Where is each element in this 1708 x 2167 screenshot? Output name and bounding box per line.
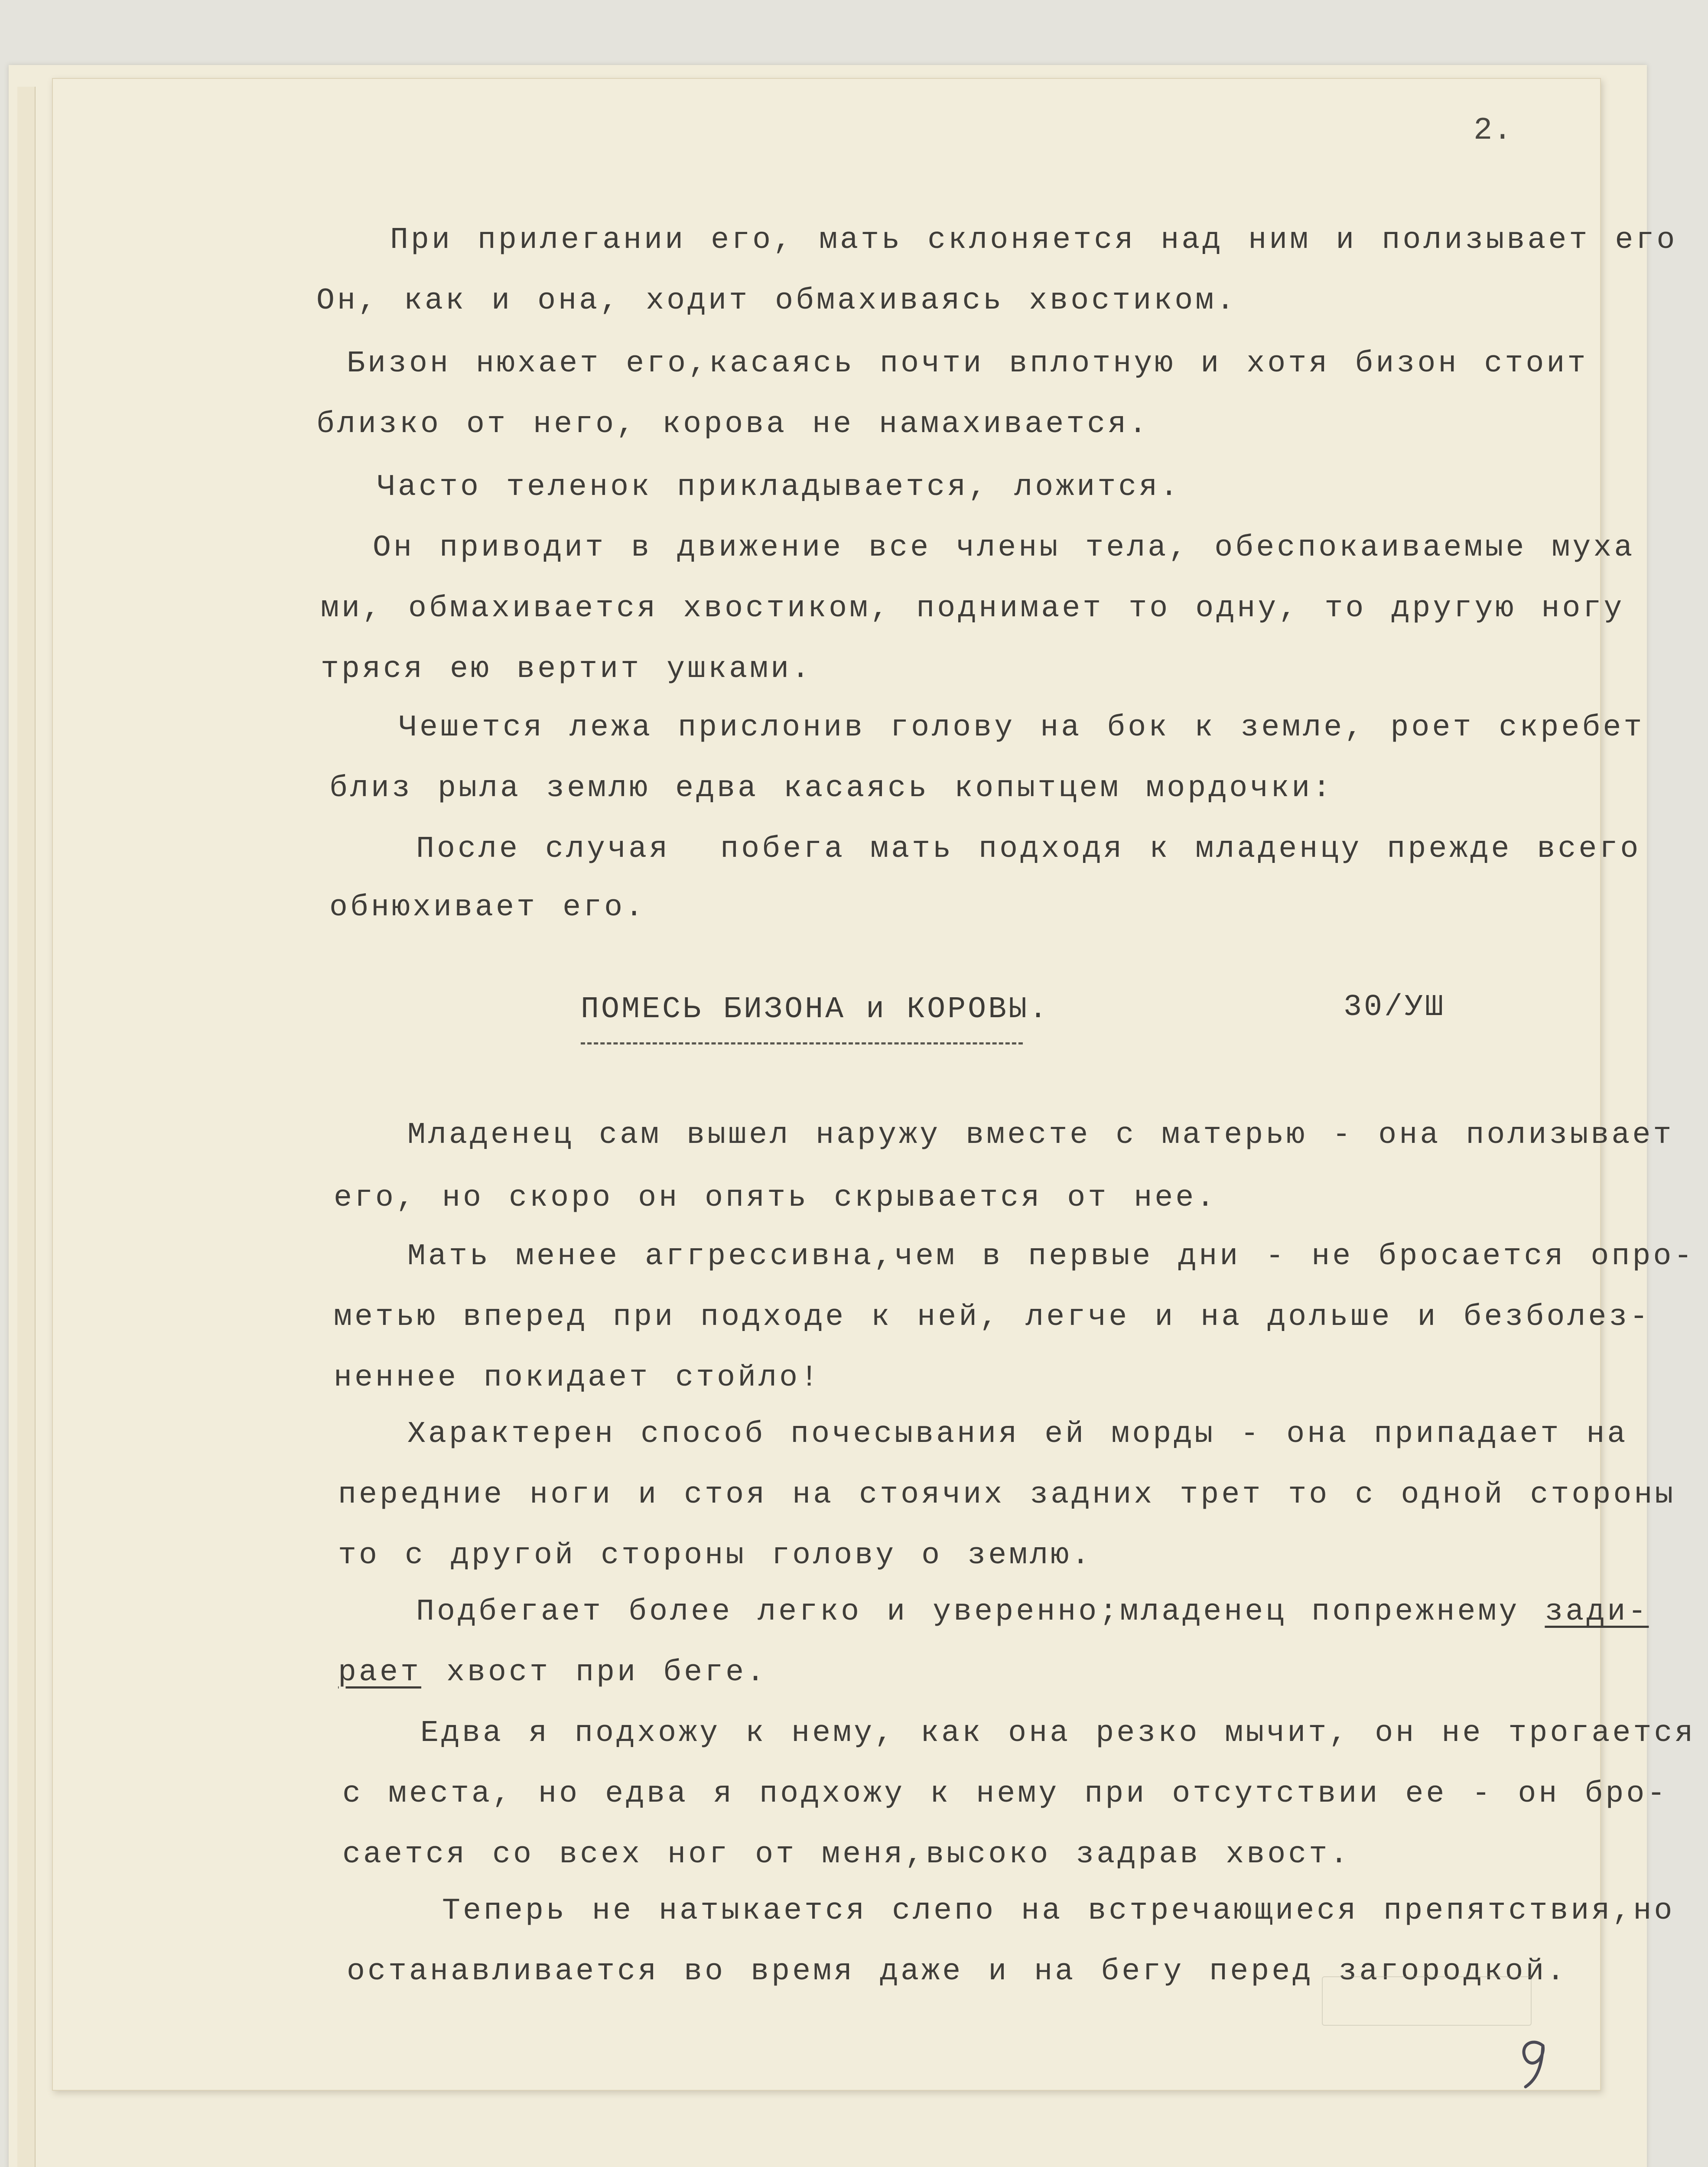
section-date: 30/УШ	[1344, 990, 1446, 1025]
underlined-word: рает	[338, 1656, 422, 1690]
text-line: обнюхивает его.	[329, 891, 646, 925]
text-line: Едва я подхожу к нему, как она резко мычит, он не трогается	[420, 1716, 1696, 1751]
text-line: останавливается во время даже и на бегу перед загородкой.	[347, 1955, 1568, 1989]
text-line: Он приводит в движение все члены тела, обеспокаиваемые муха	[373, 531, 1635, 565]
text-line: тряся ею вертит ушками.	[321, 652, 813, 687]
text-line: с места, но едва я подхожу к нему при отсутствии ее - он бро-	[342, 1777, 1668, 1811]
text-line: Мать менее аггрессивна,чем в первые дни - не бросается опро-	[407, 1240, 1695, 1274]
text-line: Часто теленок прикладывается, ложится.	[377, 470, 1181, 504]
text-line: После случая побега мать подходя к младенцу прежде всего	[416, 832, 1641, 866]
text-line: сается со всех ног от меня,высоко задрав хвост.	[342, 1838, 1351, 1872]
text-line: Младенец сам вышел наружу вместе с матерью - она полизывает	[407, 1118, 1674, 1152]
underlined-word: зади-	[1545, 1595, 1649, 1629]
text-line: близко от него, корова не намахивается.	[316, 407, 1150, 442]
text-line: Бизон нюхает его,касаясь почти вплотную и хотя бизон стоит	[347, 347, 1588, 381]
archive-stamp	[1322, 1976, 1532, 2026]
text-line: Он, как и она, ходит обмахиваясь хвостиком.	[316, 284, 1237, 318]
text-line	[338, 1656, 767, 1690]
text-line: неннее покидает стойло!	[334, 1361, 821, 1395]
text-line: Чешется лежа прислонив голову на бок к земле, роет скребет	[399, 711, 1645, 745]
text-line: ми, обмахивается хвостиком, поднимает то одну, то другую ногу	[321, 592, 1625, 626]
text-line: близ рыла землю едва касаясь копытцем мордочки:	[329, 771, 1334, 806]
text-line: Теперь не натыкается слепо на встречающиеся препятствия,но	[442, 1894, 1675, 1928]
text-line: его, но скоро он опять скрывается от нее.	[334, 1181, 1217, 1215]
handwritten-number-mark	[1508, 2028, 1560, 2093]
text-line: передние ноги и стоя на стоячих задних трет то с одной стороны	[338, 1478, 1676, 1512]
text-line: Характерен способ почесывания ей морды - она припадает на	[407, 1417, 1628, 1451]
text-fragment: хвост при беге.	[421, 1656, 768, 1690]
section-title-underline	[581, 1042, 1023, 1044]
section-title: ПОМЕСЬ БИЗОНА и КОРОВЫ.	[581, 992, 1050, 1027]
text-line: метью вперед при подходе к ней, легче и на дольше и безболез-	[334, 1300, 1651, 1334]
text-line: При прилегании его, мать склоняется над ним и полизывает его	[390, 223, 1678, 257]
page-number: 2.	[1474, 113, 1513, 148]
binding-edge	[17, 87, 36, 2167]
text-fragment: Подбегает более легко и уверенно;младенец попрежнему	[416, 1595, 1545, 1629]
text-line: то с другой стороны голову о землю.	[338, 1539, 1093, 1573]
text-line	[416, 1595, 1649, 1630]
